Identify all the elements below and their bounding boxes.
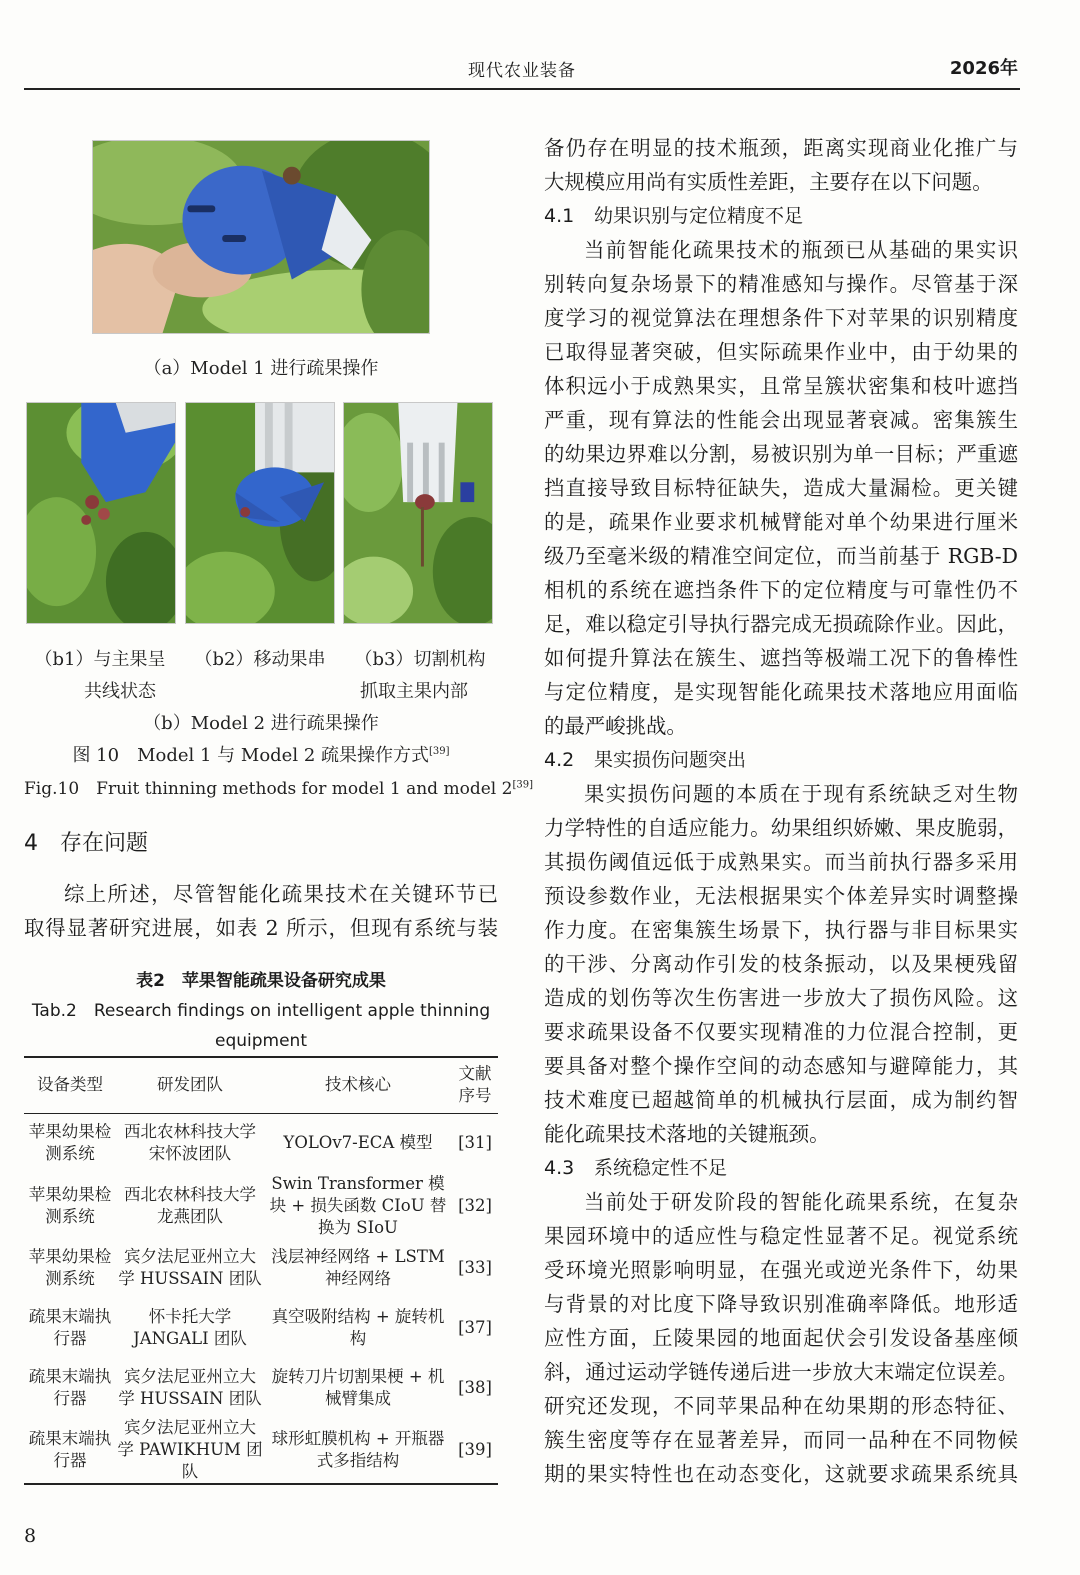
text-line: 已取得显著突破，但实际疏果作业中，由于幼果的 [544,340,1018,364]
caption-b: （b）Model 2 进行疏果操作 [143,713,379,734]
cell-ref: [32] [458,1195,492,1215]
text-line: 受环境光照影响明显，在强光或逆光条件下，幼果 [544,1258,1018,1282]
table-row [24,1358,498,1418]
text-line: 级乃至毫米级的精准空间定位，而当前基于 RGB-D [544,544,1018,568]
figure-title-en [24,774,533,799]
cell-device-type: 苹果幼果检测系统 [28,1184,112,1226]
table-row [24,1417,498,1484]
text-line: 的是，疏果作业要求机械臂能对单个幼果进行厘米 [544,510,1018,534]
text-line: 应性方面，丘陵果园的地面起伏会引发设备基座倾 [544,1326,1018,1350]
section-4-paragraph [24,877,498,945]
caption-b1-line1: （b1）与主果呈 [34,649,166,670]
text-line: 足，难以稳定引导执行器完成无损疏除作业。因此， [544,612,1018,636]
text-line: 备仍存在明显的技术瓶颈，距离实现商业化推广与 [544,136,1018,160]
text-line: 取得显著研究进展，如表 2 所示，但现有系统与装 [24,916,498,940]
cell-device-type: 苹果幼果检测系统 [28,1122,112,1164]
text-line: 相机的系统在遮挡条件下的定位精度与可靠性仍不 [544,578,1018,602]
cell-team: 怀卡托大学 JANGALI 团队 [133,1306,247,1348]
header-ref: 文献序号 [458,1064,492,1106]
subsection-4-1-heading [544,199,1018,233]
cell-core-tech: YOLOv7-ECA 模型 [283,1133,433,1153]
text-line: 如何提升算法在簇生、遮挡等极端工况下的鲁棒性 [544,646,1018,670]
table-caption-en: Tab.2 Research findings on intelligent apple thinning equipment [31,1001,491,1051]
section-4-heading [24,826,148,857]
text-line: 其损伤阈值远低于成熟果实。而当前执行器多采用 [544,850,1018,874]
subsection-number: 4.1 [544,205,575,227]
running-header [24,54,1020,90]
text-line: 要具备对整个操作空间的动态感知与避障能力，其 [544,1054,1018,1078]
text-line: 能化疏果技术落地的关键瓶颈。 [544,1122,830,1146]
table-row [24,1239,498,1299]
subsection-4-2-heading [544,743,1018,777]
subsection-title: 幼果识别与定位精度不足 [594,205,804,227]
figure-photo-b1 [26,402,176,624]
text-line: 作力度。在密集簇生场景下，执行器与非目标果实 [544,918,1018,942]
figure-photo-b2 [185,402,335,624]
text-line: 技术难度已超越简单的机械执行层面，成为制约智 [544,1088,1018,1112]
text-line: 期的果实特性也在动态变化，这就要求疏果系统具 [544,1462,1018,1486]
journal-name: 现代农业装备 [468,61,576,81]
cell-ref: [37] [458,1317,492,1337]
section-4-number: 4 [24,831,38,856]
subsection-title: 果实损伤问题突出 [594,749,747,771]
text-line: 当前智能化疏果技术的瓶颈已从基础的果实识 [584,238,1018,262]
figure-title-cn [24,741,498,767]
cell-ref: [33] [458,1258,492,1278]
cell-team: 西北农林科技大学宋怀波团队 [124,1122,256,1164]
journal-year: 2026年 [949,58,1018,79]
cell-ref: [38] [458,1377,492,1397]
figure-title-cn-text: 图 10 Model 1 与 Model 2 疏果操作方式 [72,745,429,766]
text-line: 体积远小于成熟果实，且常呈簇状密集和枝叶遮挡 [544,374,1018,398]
text-line: 综上所述，尽管智能化疏果技术在关键环节已 [64,882,498,906]
subsection-4-3-heading [544,1151,1018,1185]
cell-device-type: 疏果末端执行器 [28,1306,112,1348]
text-line: 预设参数作业，无法根据果实个体差异实时调整操 [544,884,1018,908]
table-header-row [24,1057,498,1113]
cell-core-tech: 球形虹膜机构 + 开瓶器式多指结构 [271,1429,445,1471]
caption-a: （a）Model 1 进行疏果操作 [143,358,379,379]
cell-team: 宾夕法尼亚州立大学 PAWIKHUM 团队 [117,1418,263,1482]
cell-team: 宾夕法尼亚州立大学 HUSSAIN 团队 [118,1247,262,1289]
figure-photo-b3 [343,402,493,624]
right-column [544,131,1018,1491]
cell-team: 宾夕法尼亚州立大学 HUSSAIN 团队 [118,1366,262,1408]
text-line: 别转向复杂场景下的精准感知与操作。尽管基于深 [544,272,1018,296]
text-line: 研究还发现，不同苹果品种在幼果期的形态特征、 [544,1394,1018,1418]
text-line: 的幼果边界难以分割，易被识别为单一目标；严重遮 [544,442,1018,466]
figure-ref-en: [39] [512,779,533,791]
cell-device-type: 疏果末端执行器 [28,1366,112,1408]
text-line: 要求疏果设备不仅要实现精准的力位混合控制，更 [544,1020,1018,1044]
caption-b3-line1: （b3）切割机构 [354,649,486,670]
header-team: 研发团队 [157,1075,223,1095]
cell-device-type: 疏果末端执行器 [28,1429,112,1471]
table-row [24,1173,498,1239]
header-core-tech: 技术核心 [325,1075,391,1095]
cell-ref: [31] [458,1133,492,1153]
page-number: 8 [24,1525,37,1547]
text-line: 簇生密度等存在显著差异，而同一品种在不同物候 [544,1428,1018,1452]
cell-team: 西北农林科技大学龙燕团队 [124,1184,256,1226]
text-line: 挡直接导致目标特征缺失，造成大量漏检。更关键 [544,476,1018,500]
section-4-title: 存在问题 [60,831,149,856]
text-line: 大规模应用尚有实质性差距，主要存在以下问题。 [544,170,993,194]
text-line: 的最严峻挑战。 [544,714,687,738]
header-device-type: 设备类型 [37,1075,103,1095]
cell-core-tech: 旋转刀片切割果梗 + 机械臂集成 [271,1366,445,1408]
subsection-number: 4.3 [544,1157,575,1179]
text-line: 力学特性的自适应能力。幼果组织娇嫩、果皮脆弱， [544,816,1018,840]
caption-b3-line2: 抓取主果内部 [360,681,468,702]
text-line: 当前处于研发阶段的智能化疏果系统，在复杂 [584,1190,1018,1214]
cell-core-tech: 真空吸附结构 + 旋转机构 [271,1306,445,1348]
text-line: 度学习的视觉算法在理想条件下对苹果的识别精度 [544,306,1018,330]
table-caption-cn: 表2 苹果智能疏果设备研究成果 [136,971,386,991]
table-row [24,1298,498,1358]
cell-device-type: 苹果幼果检测系统 [28,1247,112,1289]
caption-b2: （b2）移动果串 [194,649,326,670]
cell-core-tech: 浅层神经网络 + LSTM 神经网络 [271,1247,445,1289]
cell-ref: [39] [458,1440,492,1460]
caption-b1-line2: 共线状态 [84,681,156,702]
text-line: 果园环境中的适应性与稳定性显著不足。视觉系统 [544,1224,1018,1248]
text-line: 严重，现有算法的性能会出现显著衰减。密集簇生 [544,408,1018,432]
research-findings-table [24,1056,498,1485]
subsection-title: 系统稳定性不足 [594,1157,728,1179]
cell-core-tech: Swin Transformer 模块 + 损失函数 CIoU 替换为 SIoU [269,1173,447,1237]
text-line: 造成的划伤等次生伤害进一步放大了损伤风险。这 [544,986,1018,1010]
text-line: 与背景的对比度下降导致识别准确率降低。地形适 [544,1292,1018,1316]
figure-title-en-text: Fig.10 Fruit thinning methods for model 1 and model 2 [24,779,513,799]
figure-photo-a [92,140,430,334]
text-line: 与定位精度，是实现智能化疏果技术落地应用面临 [544,680,1018,704]
table-row [24,1113,498,1173]
text-line: 的干涉、分离动作引发的枝条振动，以及果梗残留 [544,952,1018,976]
text-line: 斜，通过运动学链传递后进一步放大末端定位误差。 [544,1360,1018,1384]
figure-ref-cn: [39] [429,746,450,757]
text-line: 果实损伤问题的本质在于现有系统缺乏对生物 [584,782,1018,806]
subsection-number: 4.2 [544,749,575,771]
